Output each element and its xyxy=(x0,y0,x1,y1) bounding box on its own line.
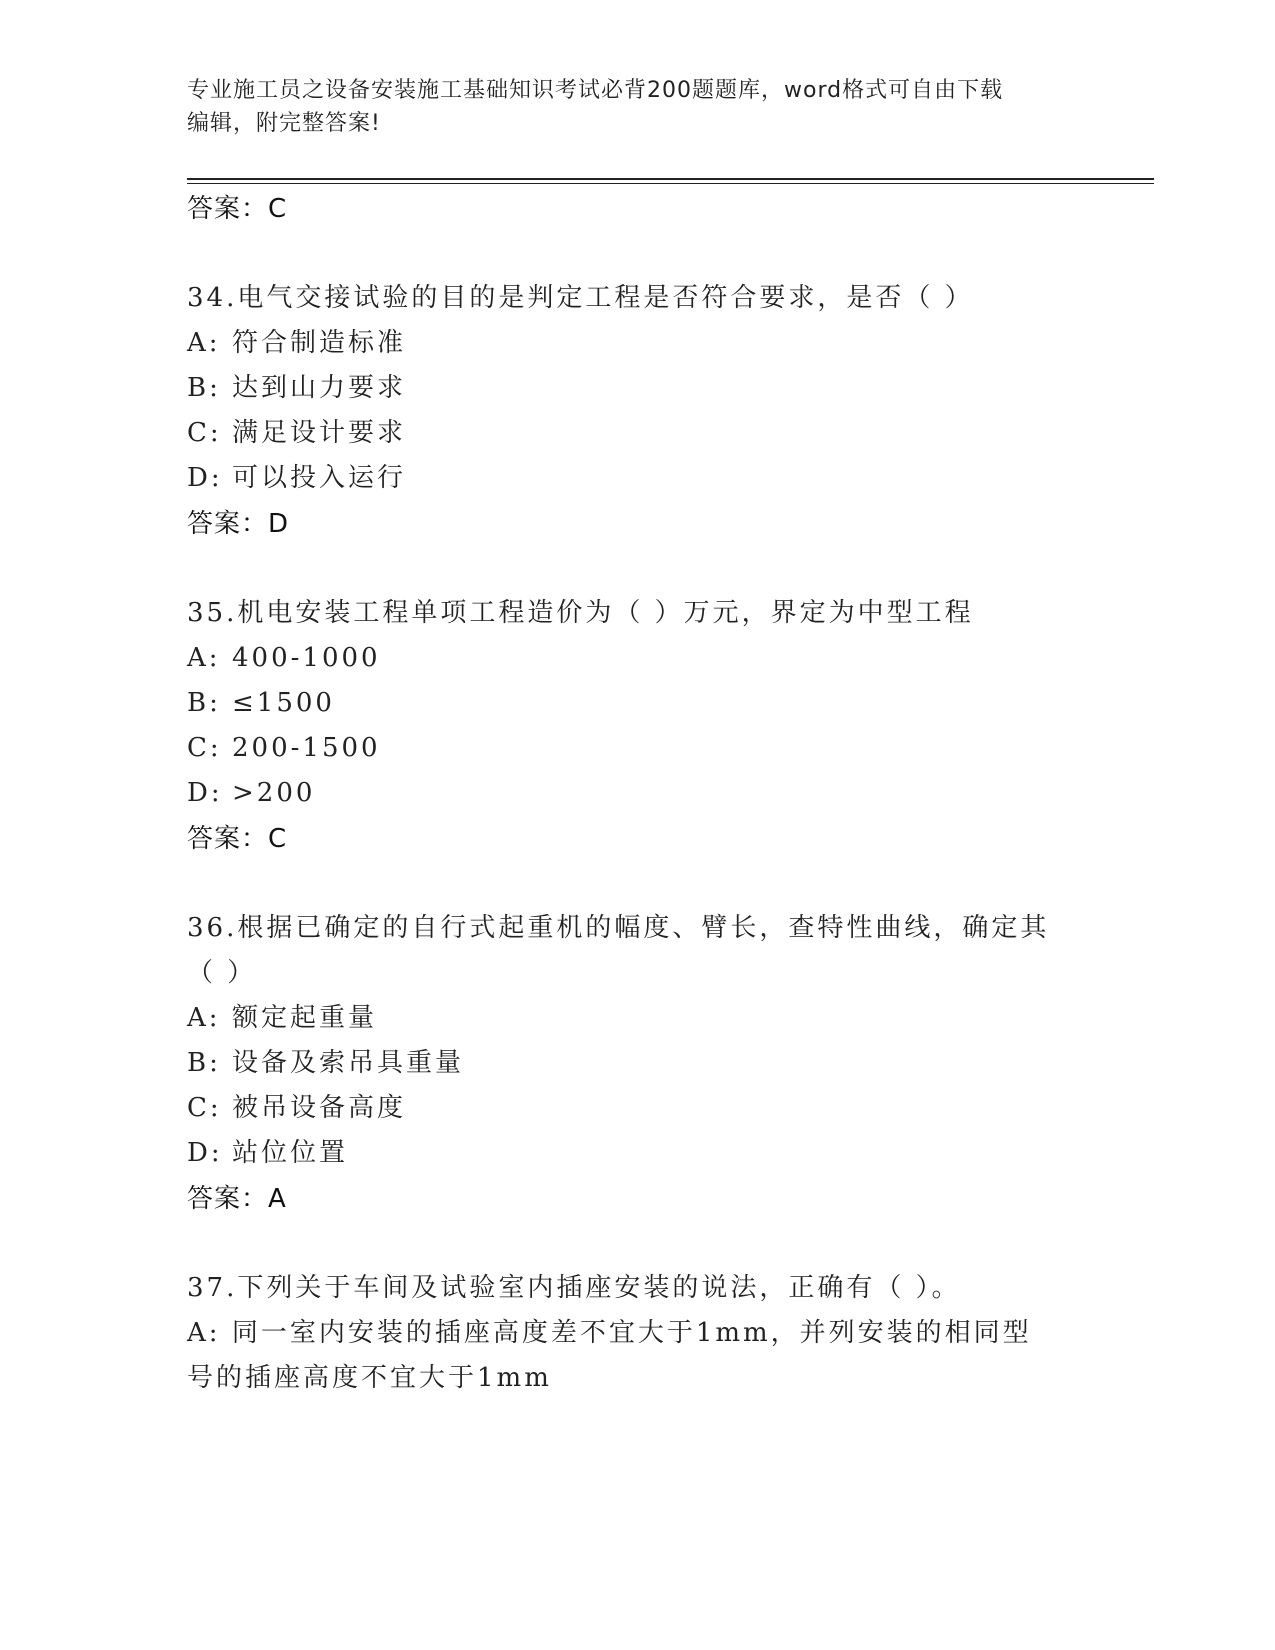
option-text: ≤1500 xyxy=(232,688,335,718)
option-key: B: xyxy=(187,688,221,718)
option-key: B: xyxy=(187,373,221,403)
question-text: 36.根据已确定的自行式起重机的幅度、臂长，查特性曲线，确定其（ ） xyxy=(187,913,1050,988)
option-b xyxy=(187,681,1087,726)
option-text: >200 xyxy=(232,778,316,808)
option-text: 可以投入运行 xyxy=(232,463,407,493)
question-item xyxy=(187,591,1087,906)
option-d xyxy=(187,456,1087,501)
question-item xyxy=(187,906,1087,1266)
answer-label: 答案：D xyxy=(187,509,290,539)
option-text: 被吊设备高度 xyxy=(232,1093,407,1123)
option-text: 额定起重量 xyxy=(232,1003,378,1033)
option-b xyxy=(187,1041,1087,1086)
option-key: B: xyxy=(187,1048,221,1078)
question-item xyxy=(187,1266,1087,1401)
spacer xyxy=(187,862,1087,906)
header-divider-thin xyxy=(187,183,1154,184)
option-key: D: xyxy=(187,778,223,808)
answer-label: 答案：C xyxy=(187,824,288,854)
header-divider-thick xyxy=(187,178,1154,180)
document-header xyxy=(187,74,1067,140)
option-text: 符合制造标准 xyxy=(232,328,407,358)
option-text: 400-1000 xyxy=(232,643,381,673)
option-c xyxy=(187,411,1087,456)
option-key: C: xyxy=(187,733,222,763)
option-key: A: xyxy=(187,643,221,673)
question-text: 35.机电安装工程单项工程造价为（ ）万元，界定为中型工程 xyxy=(187,598,974,628)
option-c xyxy=(187,1086,1087,1131)
spacer xyxy=(187,1222,1087,1266)
option-d xyxy=(187,771,1087,816)
option-a xyxy=(187,1311,1057,1401)
option-b xyxy=(187,366,1087,411)
option-key: C: xyxy=(187,1093,222,1123)
question-list xyxy=(187,186,1087,1401)
option-key: D: xyxy=(187,1138,223,1168)
option-text: 200-1500 xyxy=(232,733,381,763)
option-key: A: xyxy=(187,328,221,358)
header-line-2: 编辑，附完整答案! xyxy=(187,111,381,136)
option-text: 满足设计要求 xyxy=(232,418,407,448)
option-key: D: xyxy=(187,463,223,493)
option-text: 站位位置 xyxy=(232,1138,349,1168)
option-text: 同一室内安装的插座高度差不宜大于1mm，并列安装的相同型号的插座高度不宜大于1mm xyxy=(187,1318,1032,1393)
header-line-1: 专业施工员之设备安装施工基础知识考试必背200题题库，word格式可自由下载 xyxy=(187,78,1004,103)
question-text: 37.下列关于车间及试验室内插座安装的说法，正确有（ ）。 xyxy=(187,1273,961,1303)
option-key: C: xyxy=(187,418,222,448)
option-a xyxy=(187,636,1087,681)
answer-label: 答案：A xyxy=(187,1184,287,1214)
option-d xyxy=(187,1131,1087,1176)
spacer xyxy=(187,547,1087,591)
option-key: A: xyxy=(187,1318,221,1348)
option-key: A: xyxy=(187,1003,221,1033)
question-text: 34.电气交接试验的目的是判定工程是否符合要求，是否（ ） xyxy=(187,283,974,313)
option-text: 达到山力要求 xyxy=(232,373,407,403)
option-c xyxy=(187,726,1087,771)
option-a xyxy=(187,321,1087,366)
question-item xyxy=(187,276,1087,591)
spacer xyxy=(187,232,1087,276)
answer-label: 答案：C xyxy=(187,194,288,224)
option-a xyxy=(187,996,1087,1041)
option-text: 设备及索吊具重量 xyxy=(232,1048,465,1078)
